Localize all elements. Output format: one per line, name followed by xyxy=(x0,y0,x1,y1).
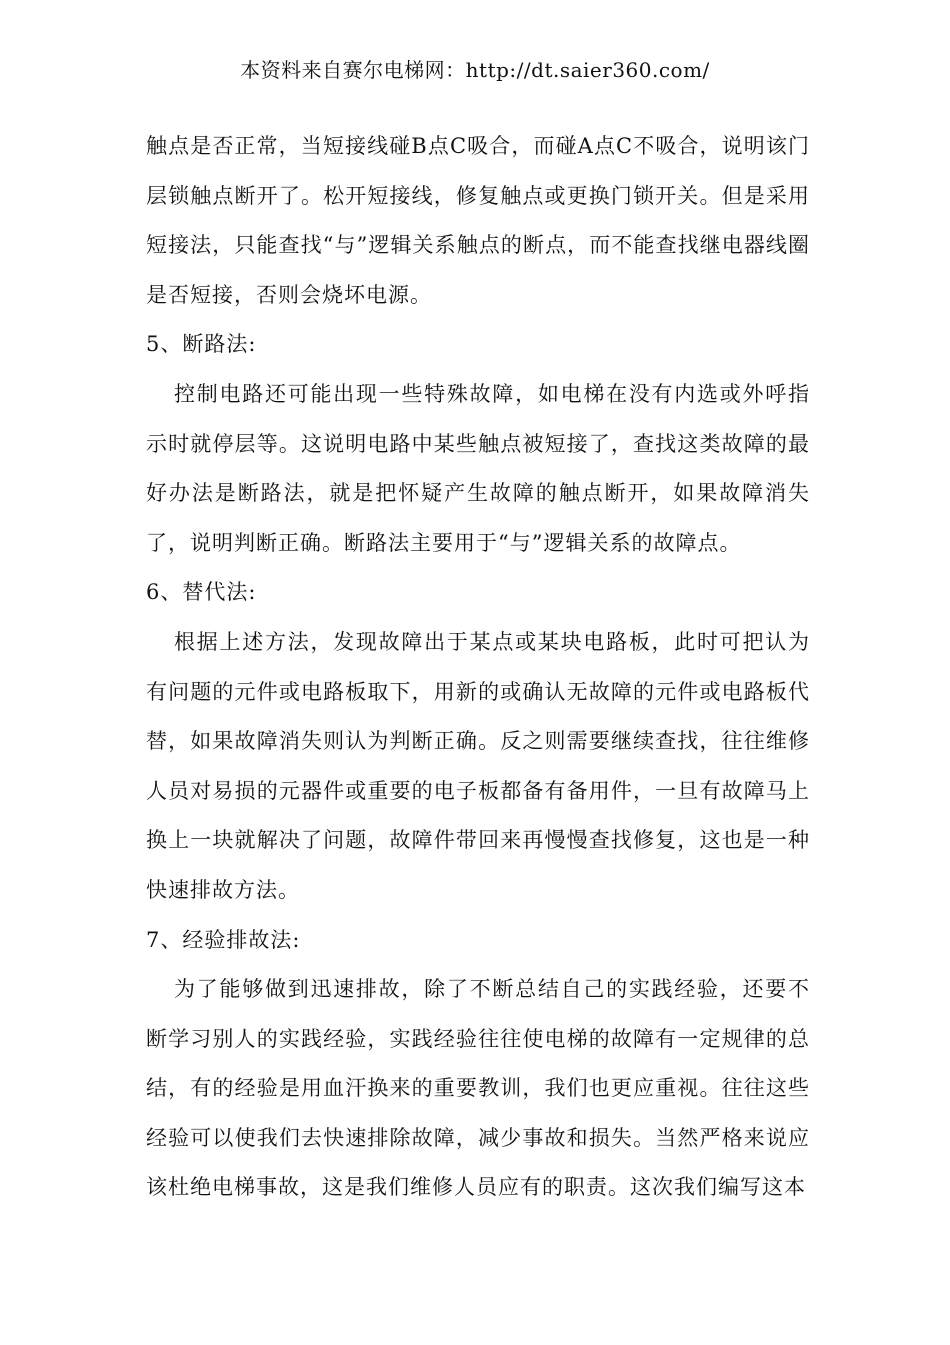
paragraph-section-7: 为了能够做到迅速排故，除了不断总结自己的实践经验，还要不断学习别人的实践经验，实践经验往往使电梯的故障有一定规律的总结，有的经验是用血汗换来的重要教训，我们也更应重视。往往这些经验可以使我们去快速排除故障，减少事故和损失。当然严格来说应该杜绝电梯事故，这是我们维修人员应有的职责。这次我们编写这本 xyxy=(146,977,810,1200)
section-heading-7: 7、经验排故法: xyxy=(146,927,301,952)
source-header: 本资料来自赛尔电梯网：http://dt.saier360.com/ xyxy=(240,58,710,82)
paragraph-section-6: 根据上述方法，发现故障出于某点或某块电路板，此时可把认为有问题的元件或电路板取下，用新的或确认无故障的元件或电路板代替，如果故障消失则认为判断正确。反之则需要继续查找，往往维修人员对易损的元器件或重要的电子板都备有备用件，一旦有故障马上换上一块就解决了问题，故障件带回来再慢慢查找修复，这也是一种快速排故方法。 xyxy=(146,629,810,902)
section-heading-6: 6、替代法: xyxy=(146,580,257,605)
document-body xyxy=(146,122,810,1213)
paragraph-continuation: 触点是否正常，当短接线碰B点C吸合，而碰A点C不吸合，说明该门层锁触点断开了。松开短接线，修复触点或更换门锁开关。但是采用短接法，只能查找“与”逻辑关系触点的断点，而不能查找继电器线圈是否短接，否则会烧坏电源。 xyxy=(146,134,810,307)
paragraph-section-5: 控制电路还可能出现一些特殊故障，如电梯在没有内选或外呼指示时就停层等。这说明电路中某些触点被短接了，查找这类故障的最好办法是断路法，就是把怀疑产生故障的触点断开，如果故障消失了，说明判断正确。断路法主要用于“与”逻辑关系的故障点。 xyxy=(146,381,810,555)
section-heading-5: 5、断路法: xyxy=(146,332,257,357)
